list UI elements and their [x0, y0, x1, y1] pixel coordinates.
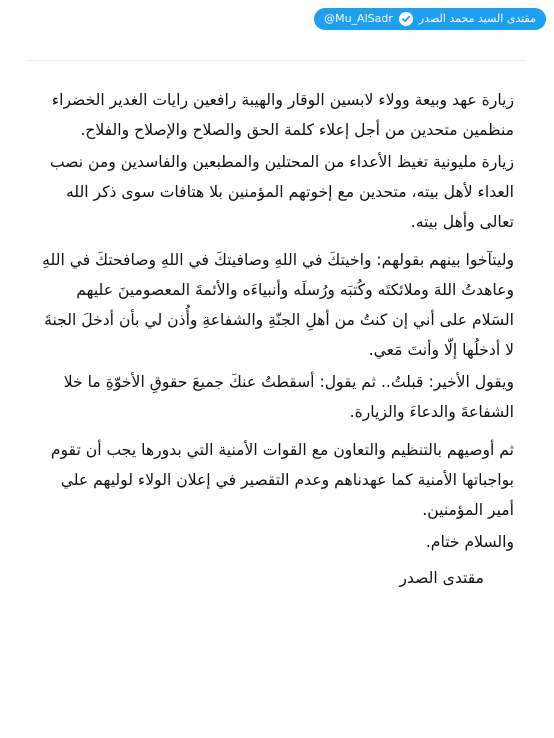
verified-check-icon	[399, 12, 413, 26]
statement-body	[28, 60, 526, 720]
paragraph-4: ويقول الأخير: قبلتُ.. ثم يقول: أسقطتُ عنكَ جميعَ حقوقِ الأخوّةِ ما خلا الشفاعةَ والدعاءَ والزيارة.	[63, 373, 514, 421]
account-handle: @Mu_AlSadr	[324, 12, 393, 25]
account-badge[interactable]	[314, 8, 546, 30]
account-name: مقتدى السيد محمد الصدر	[418, 12, 536, 25]
paragraph-3: وليتآخوا بينهم بقولهم: واخيتكَ في اللهِ وصافيتكَ في اللهِ وصافحتكَ في اللهِ وعاهدتُ اللهَ وملائكتَه وكُتبَه ورُسلَه وأنبياءَه والأئمةَ المعصومينَ عليهم السَلام على أني إن كنتُ من أهلِ الجنّةِ والشفاعةِ وأُذن لي بأن أدخلَ الجنةَ لا أدخلُها إلّا وأنتَ مَعي.	[42, 251, 514, 359]
statement-text	[40, 85, 514, 593]
closing-line: والسلام ختام.	[425, 533, 514, 551]
header-bar	[0, 0, 554, 44]
signature: مقتدى الصدر	[399, 569, 484, 587]
paragraph-5: ثم أوصيهم بالتنظيم والتعاون مع القوات الأمنية التي بدورها يجب أن تقوم بواجباتها الأمنية كما عهدناهم وعدم التقصير في إعلان الولاء لوليهم علي أمير المؤمنين.	[50, 441, 514, 519]
paragraph-2: زيارة مليونية تغيظ الأعداء من المحتلين والمطبعين والفاسدين ومن نصب العداء لأهل بيته، متحدين مع إخوتهم المؤمنين بلا هتافات سوى ذكر الله تعالى وأهل بيته.	[49, 153, 514, 231]
paragraph-1: زيارة عهد وبيعة وولاء لابسين الوقار والهيبة رافعين رايات الغدير الخضراء منظمين متحدين من أجل إعلاء كلمة الحق والصلاح والإصلاح والفلاح.	[51, 91, 514, 139]
